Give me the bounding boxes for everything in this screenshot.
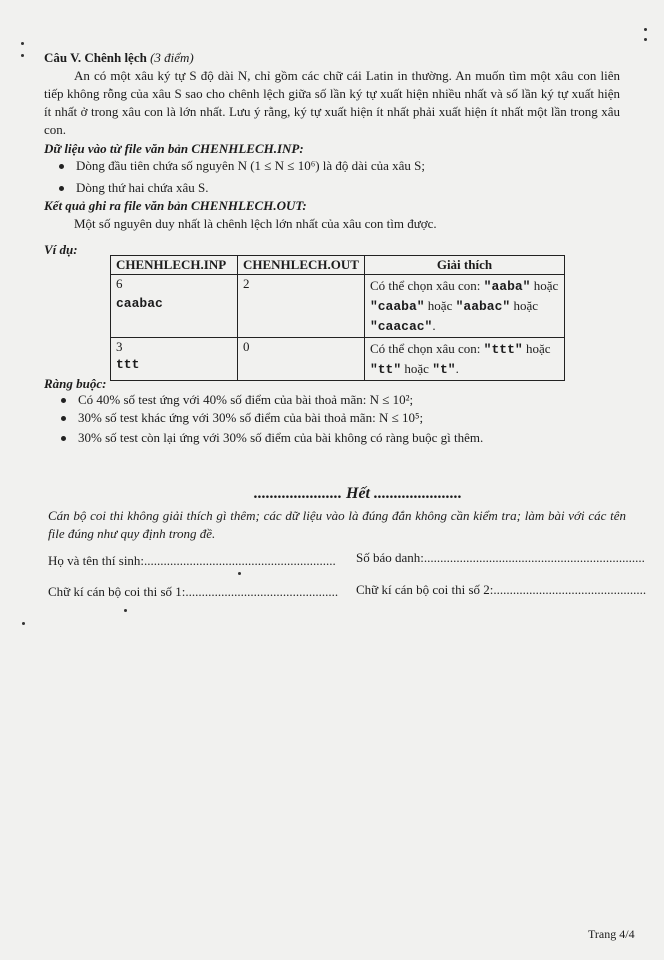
page-number: Trang 4/4	[588, 927, 635, 941]
input-item-2: Dòng thứ hai chứa xâu S.	[76, 180, 209, 195]
constraints-heading: Ràng buộc:	[44, 376, 107, 391]
statement-line-3: ít nhất ở trong xâu con là lớn nhất. Lưu ý rằng, ký tự xuất hiện ít nhất phải xuất hiện ít nhất một lần trong xâu	[44, 104, 620, 119]
row2-inp-n: 3	[116, 339, 123, 354]
explain-text: hoặc	[424, 298, 456, 313]
output-text: Một số nguyên duy nhất là chênh lệch lớn nhất của xâu con tìm được.	[74, 216, 437, 231]
example-substring: "aabac"	[455, 299, 511, 314]
explain-text: hoặc	[401, 361, 433, 376]
scan-speck	[644, 38, 647, 41]
scan-speck	[21, 42, 24, 45]
explain-text: hoặc	[522, 341, 551, 356]
constraint-item-3: 30% số test còn lại ứng với 30% số điểm của bài không có ràng buộc gì thêm.	[78, 430, 484, 445]
statement-line-1: An có một xâu ký tự S độ dài N, chỉ gồm các chữ cái Latin in thường. An muốn tìm một xâu con liên	[74, 68, 620, 83]
constraint-item-2: 30% số test khác ứng với 30% số điểm của bài thoả mãn: N ≤ 10⁵;	[78, 410, 424, 425]
row1-inp-n: 6	[116, 276, 123, 291]
problem-label: Câu V. Chênh lệch	[44, 50, 147, 65]
input-heading: Dữ liệu vào từ file văn bản CHENHLECH.INP:	[44, 141, 304, 156]
scan-speck	[644, 28, 647, 31]
example-table	[110, 255, 565, 381]
statement-line-2: tiếp không rỗng của xâu S sao cho chênh lệch giữa số lần ký tự xuất hiện nhiều nhất và số lần ký tự xuất hiện	[44, 86, 620, 101]
table-row	[111, 338, 565, 381]
scan-speck	[21, 54, 24, 57]
explain-text: .	[432, 318, 436, 333]
header-explain: Giải thích	[364, 256, 564, 275]
explain-text: hoặc	[530, 278, 559, 293]
example-label: Ví dụ:	[44, 242, 78, 257]
row1-inp	[111, 275, 238, 338]
explain-text: Có thể chọn xâu con:	[369, 278, 484, 293]
table-row	[111, 275, 565, 338]
row1-explain	[364, 275, 564, 338]
scan-speck	[124, 609, 127, 612]
example-substring: "caacac"	[369, 319, 433, 334]
example-table-header	[111, 256, 565, 275]
example-substring: "aaba"	[483, 279, 531, 294]
explain-text: .	[455, 361, 459, 376]
row2-explain	[364, 338, 564, 381]
row2-inp	[111, 338, 238, 381]
problem-heading	[44, 50, 194, 66]
footer-note-line-2: file đúng như quy định trong đề.	[48, 526, 216, 541]
candidate-name-field: Họ và tên thí sinh:...........................................................	[48, 553, 336, 568]
example-substring: "tt"	[369, 362, 402, 377]
explain-text: hoặc	[510, 298, 538, 313]
header-out: CHENHLECH.OUT	[238, 256, 365, 275]
footer-note-line-1: Cán bộ coi thi không giải thích gì thêm; các dữ liệu vào là đúng đắn không cần kiểm tra; làm bài với các tên	[48, 508, 626, 523]
constraint-item-1: Có 40% số test ứng với 40% số điểm của bài thoả mãn: N ≤ 10²;	[78, 392, 414, 407]
example-substring: "ttt"	[483, 342, 523, 357]
row2-inp-s: ttt	[116, 357, 140, 372]
explain-text: Có thể chọn xâu con:	[369, 341, 484, 356]
candidate-number-field: Số báo danh:....................................................................	[356, 550, 645, 565]
example-substring: "t"	[432, 362, 456, 377]
end-mark	[254, 485, 462, 503]
statement-line-4: con.	[44, 122, 67, 137]
row1-out: 2	[238, 275, 365, 338]
proctor2-signature-field: Chữ kí cán bộ coi thi số 2:...............................................	[356, 582, 647, 597]
end-mark-text: ...................... Hết ......................	[254, 485, 462, 502]
proctor1-signature-field: Chữ kí cán bộ coi thi số 1:...............................................	[48, 584, 339, 599]
row1-inp-s: caabac	[116, 296, 163, 311]
input-item-1: Dòng đầu tiên chứa số nguyên N (1 ≤ N ≤ 10⁶) là độ dài của xâu S;	[76, 158, 425, 173]
problem-points: (3 điểm)	[150, 50, 194, 65]
output-heading: Kết quả ghi ra file văn bản CHENHLECH.OUT:	[44, 198, 307, 213]
scan-speck	[22, 622, 25, 625]
example-substring: "caaba"	[369, 299, 425, 314]
header-inp: CHENHLECH.INP	[111, 256, 238, 275]
scan-speck	[238, 572, 241, 575]
row2-out: 0	[238, 338, 365, 381]
